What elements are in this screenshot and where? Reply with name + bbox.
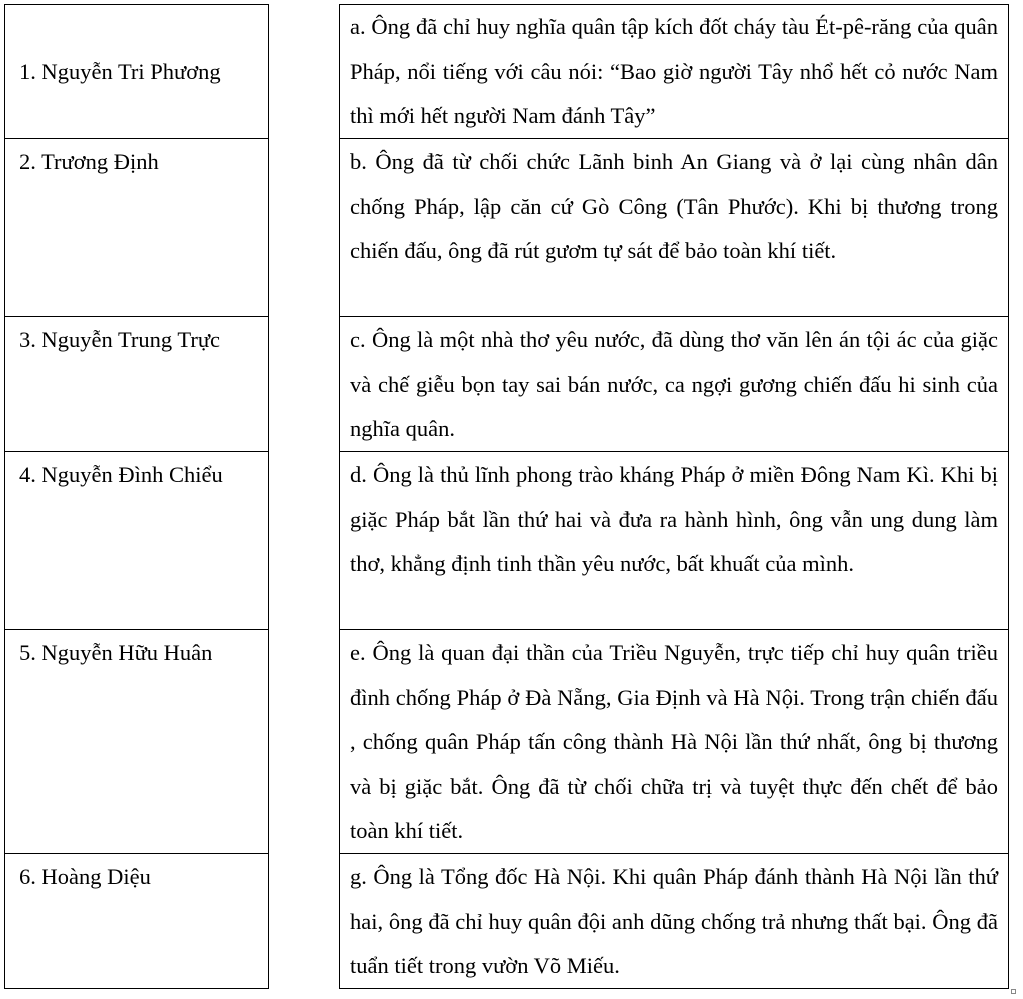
row-divider	[340, 853, 1008, 854]
row-divider	[340, 451, 1008, 452]
name-cell-5	[5, 631, 268, 854]
name-1: 1. Nguyễn Tri Phương	[19, 59, 221, 84]
name-2: 2. Trương Định	[19, 149, 159, 174]
description-e: e. Ông là quan đại thần của Triều Nguyễn, trực tiếp chỉ huy quân triều đình chống Pháp ở Đà Nẵng, Gia Định và Hà Nội. Trong trận chiến đấu , chống quân Pháp tấn công thành Hà Nội lần thứ nhất, ông bị thương và bị giặc bắt. Ông đã từ chối chữa trị và tuyệt thực đến chết để bảo toàn khí tiết.	[350, 640, 998, 843]
row-divider	[5, 853, 268, 854]
name-6: 6. Hoàng Diệu	[19, 864, 151, 889]
name-cell-1	[5, 5, 268, 139]
name-4: 4. Nguyễn Đình Chiểu	[19, 462, 223, 487]
row-divider	[5, 316, 268, 317]
row-divider	[340, 629, 1008, 630]
descriptions-column	[339, 4, 1009, 989]
name-3: 3. Nguyễn Trung Trực	[19, 327, 220, 352]
name-cell-6	[5, 855, 268, 987]
name-cell-2	[5, 140, 268, 317]
row-divider	[5, 451, 268, 452]
name-5: 5. Nguyễn Hữu Huân	[19, 640, 213, 665]
row-divider	[340, 316, 1008, 317]
row-divider	[340, 138, 1008, 139]
name-cell-4	[5, 453, 268, 630]
description-c: c. Ông là một nhà thơ yêu nước, đã dùng thơ văn lên án tội ác của giặc và chế giễu bọn tay sai bán nước, ca ngợi gương chiến đấu hi sinh của nghĩa quân.	[350, 327, 998, 441]
description-b: b. Ông đã từ chối chức Lãnh binh An Giang và ở lại cùng nhân dân chống Pháp, lập căn cứ Gò Công (Tân Phước). Khi bị thương trong chiến đấu, ông đã rút gươm tự sát để bảo toàn khí tiết.	[350, 149, 998, 263]
names-column	[4, 4, 269, 989]
description-g: g. Ông là Tổng đốc Hà Nội. Khi quân Pháp đánh thành Hà Nội lần thứ hai, ông đã chỉ huy quân đội anh dũng chống trả nhưng thất bại. Ông đã tuẩn tiết trong vườn Võ Miếu.	[350, 864, 998, 978]
name-cell-3	[5, 318, 268, 452]
row-divider	[5, 629, 268, 630]
table-resize-handle[interactable]	[1011, 989, 1016, 994]
row-divider	[5, 138, 268, 139]
description-d: d. Ông là thủ lĩnh phong trào kháng Pháp ở miền Đông Nam Kì. Khi bị giặc Pháp bắt lần thứ hai và đưa ra hành hình, ông vẫn ung dung làm thơ, khẳng định tinh thần yêu nước, bất khuất của mình.	[350, 462, 998, 576]
description-a: a. Ông đã chỉ huy nghĩa quân tập kích đốt cháy tàu Ét-pê-răng của quân Pháp, nổi tiếng với câu nói: “Bao giờ người Tây nhổ hết cỏ nước Nam thì mới hết người Nam đánh Tây”	[350, 14, 998, 128]
